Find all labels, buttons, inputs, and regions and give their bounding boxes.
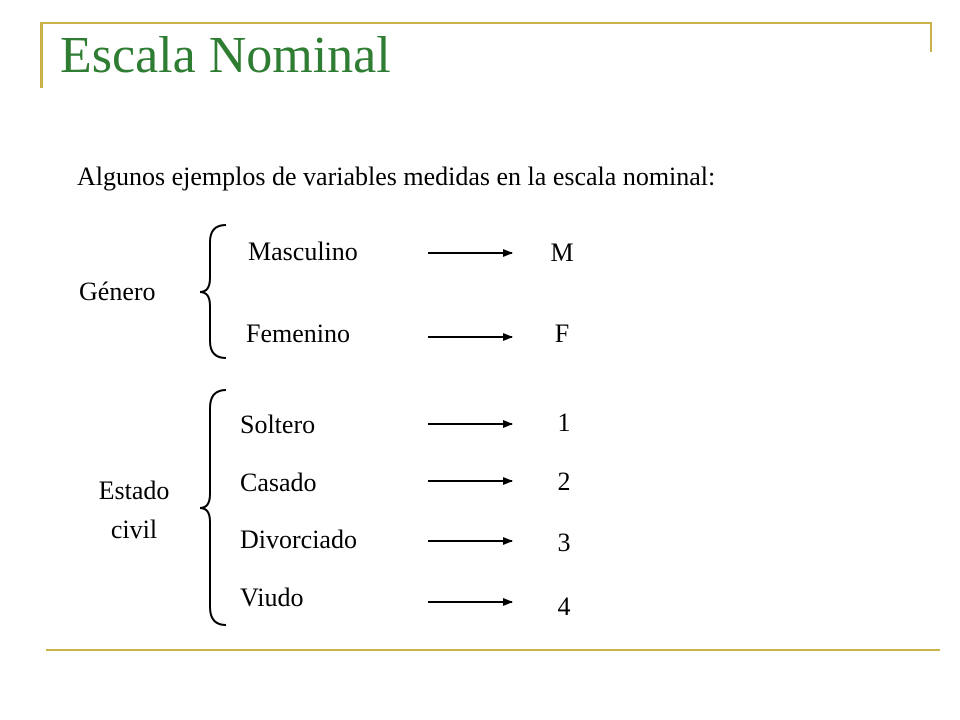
estado-civil-category-soltero: Soltero bbox=[240, 410, 316, 439]
genero-brace bbox=[200, 225, 226, 358]
genero-category-masculino: Masculino bbox=[248, 237, 358, 266]
estado-civil-code-4: 4 bbox=[557, 592, 571, 621]
estado-civil-code-3: 3 bbox=[557, 528, 571, 557]
estado-civil-category-divorciado: Divorciado bbox=[240, 525, 357, 554]
estado-civil-label-line1: Estado bbox=[98, 476, 170, 505]
estado-civil-label-line2: civil bbox=[110, 515, 158, 544]
genero-code-f: F bbox=[554, 319, 570, 348]
genero-code-m: M bbox=[550, 238, 574, 267]
genero-label: Género bbox=[79, 277, 156, 306]
slide-title: Escala Nominal bbox=[60, 27, 391, 84]
genero-category-femenino: Femenino bbox=[246, 319, 350, 348]
estado-civil-brace bbox=[200, 390, 226, 625]
estado-civil-category-viudo: Viudo bbox=[240, 583, 304, 612]
intro-text: Algunos ejemplos de variables medidas en la escala nominal: bbox=[77, 162, 716, 191]
estado-civil-code-1: 1 bbox=[557, 408, 571, 437]
estado-civil-category-casado: Casado bbox=[240, 468, 317, 497]
estado-civil-code-2: 2 bbox=[557, 467, 571, 496]
